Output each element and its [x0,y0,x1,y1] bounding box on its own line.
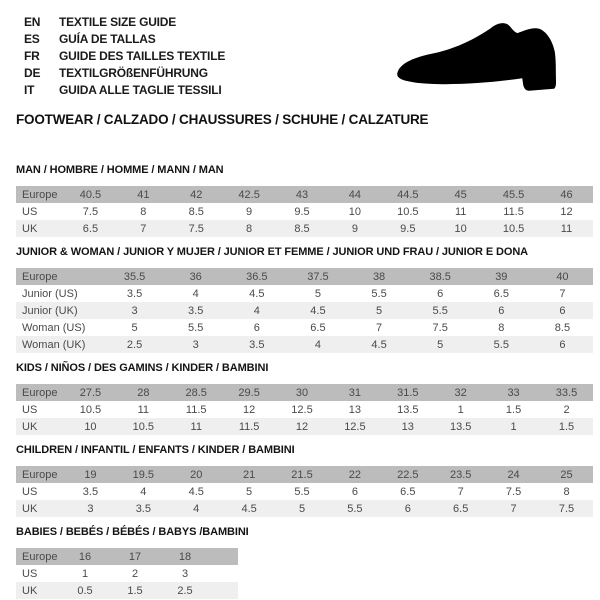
size-value-cell: 24 [507,468,520,481]
row-label: UK [22,584,38,597]
size-value-cell: 3 [131,304,138,317]
size-value-cell: 2 [131,567,139,580]
size-table-row [16,384,593,401]
lang-row-es [24,30,225,47]
size-value-cell: 20 [190,468,203,481]
size-table-row [16,466,593,483]
size-table-row [16,285,593,302]
size-tables [16,164,593,600]
size-value-cell: 13.5 [449,420,472,433]
size-value-cell: 7.5 [505,485,522,498]
size-value-cell: 21.5 [291,468,313,481]
size-table-children [16,466,593,517]
size-value-cell: 3 [192,338,199,351]
size-value-cell: 28.5 [185,386,207,399]
section-title: MAN / HOMBRE / HOMME / MANN / MAN [16,164,224,176]
size-value-cell: 28 [137,386,150,399]
size-value-cell: 31.5 [397,386,419,399]
size-value-cell: 6.5 [82,222,99,235]
size-value-cell: 7 [559,287,566,300]
size-value-cell: 2 [563,403,570,416]
size-value-cell: 8 [563,485,570,498]
lang-code: FR [24,48,40,63]
size-table-row [16,500,593,517]
size-table-row [16,548,238,565]
row-label: Europe [22,468,58,481]
size-value-cell: 41 [137,188,150,201]
size-value-cell: 11 [190,420,202,433]
size-value-cell: 7.5 [188,222,204,235]
row-label: Woman (UK) [22,338,86,351]
section-babies [16,526,593,599]
size-table-row [16,302,593,319]
size-value-cell: 44 [348,188,362,201]
size-value-cell: 6 [498,304,505,317]
size-value-cell: 9 [246,205,253,218]
size-value-cell: 25 [560,468,573,481]
size-table-row [16,401,593,418]
section-title: KIDS / NIÑOS / DES GAMINS / KINDER / BAMBINI [16,362,269,374]
size-value-cell: 38 [372,270,386,283]
size-value-cell: 5 [246,485,253,498]
row-label: UK [22,502,38,515]
dress-shoe-icon [390,12,595,108]
size-table-row [16,319,593,336]
size-value-cell: 5 [298,502,306,515]
size-value-cell: 7 [376,321,383,334]
size-value-cell: 5 [131,321,138,334]
size-value-cell: 5.5 [371,287,387,300]
size-value-cell: 4 [253,304,260,317]
size-table-kids [16,384,593,435]
size-value-cell: 10.5 [502,222,525,235]
size-value-cell: 4.5 [241,502,257,515]
size-value-cell: 6 [559,338,566,351]
size-table-row [16,268,593,285]
size-value-cell: 19 [84,468,97,481]
lang-row-it [24,81,225,98]
section-junior-woman [16,246,593,353]
lang-code: ES [24,31,40,46]
size-value-cell: 8.5 [294,222,310,235]
size-value-cell: 7.5 [82,205,99,218]
size-value-cell: 3.5 [126,287,143,300]
size-value-cell: 2.5 [126,338,143,351]
size-value-cell: 9.5 [400,222,416,235]
size-value-cell: 5.5 [432,304,448,317]
size-value-cell: 21 [242,468,256,481]
size-value-cell: 36 [189,270,202,283]
size-value-cell: 7 [510,502,517,515]
row-label: US [22,205,38,218]
lang-code: IT [24,82,35,97]
size-table-row [16,186,593,203]
size-value-cell: 4.5 [371,338,387,351]
size-value-cell: 3.5 [188,304,204,317]
size-value-cell: 5.5 [347,502,363,515]
section-title: BABIES / BEBÉS / BÉBÉS / BABYS /BAMBINI [16,526,249,538]
size-value-cell: 11 [454,205,467,218]
size-value-cell: 4.5 [188,485,204,498]
size-table-man [16,186,593,237]
size-value-cell: 6 [437,287,444,300]
size-value-cell: 6.5 [400,485,416,498]
size-table-row [16,582,238,599]
size-value-cell: 7 [140,222,147,235]
size-value-cell: 11 [137,403,150,416]
size-table-babies [16,548,238,599]
size-value-cell: 5.5 [294,485,310,498]
size-value-cell: 6 [404,502,411,515]
size-value-cell: 2.5 [177,584,193,597]
category-line: FOOTWEAR / CALZADO / CHAUSSURES / SCHUHE / CALZATURE [16,112,429,127]
spacer-cell [210,582,238,599]
size-value-cell: 4.5 [310,304,326,317]
size-value-cell: 42 [190,188,203,201]
section-children [16,444,593,517]
size-value-cell: 1 [510,420,517,433]
size-value-cell: 9 [351,222,358,235]
size-value-cell: 5 [437,338,444,351]
size-value-cell: 46 [560,188,573,201]
size-table-row [16,203,593,220]
size-value-cell: 35.5 [123,270,146,283]
size-value-cell: 3.5 [249,338,265,351]
row-label: US [22,403,38,416]
size-value-cell: 45.5 [502,188,525,201]
size-value-cell: 10.5 [79,403,102,416]
size-value-cell: 6 [351,485,358,498]
row-label: Junior (UK) [22,304,78,317]
size-value-cell: 5 [376,304,383,317]
size-value-cell: 40.5 [79,188,102,201]
lang-text: TEXTILGRÖßENFÜHRUNG [59,65,208,80]
size-value-cell: 44.5 [397,188,419,201]
size-value-cell: 11 [560,222,573,235]
size-value-cell: 4 [314,338,321,351]
size-value-cell: 10.5 [132,420,155,433]
size-value-cell: 5.5 [188,321,204,334]
size-value-cell: 3 [87,502,94,515]
size-value-cell: 12.5 [291,403,313,416]
size-value-cell: 8 [246,222,253,235]
size-value-cell: 37.5 [307,270,329,283]
size-value-cell: 19.5 [132,468,155,481]
size-value-cell: 10.5 [397,205,419,218]
spacer-cell [210,548,238,565]
size-value-cell: 6 [559,304,566,317]
size-value-cell: 40 [556,270,569,283]
section-title: JUNIOR & WOMAN / JUNIOR Y MUJER / JUNIOR ET FEMME / JUNIOR UND FRAU / JUNIOR E DONA [16,246,529,258]
lang-code: EN [24,14,41,29]
size-value-cell: 31 [348,386,362,399]
size-value-cell: 10 [348,205,362,218]
size-value-cell: 36.5 [246,270,268,283]
size-value-cell: 10 [84,420,97,433]
size-value-cell: 7.5 [432,321,448,334]
size-value-cell: 4.5 [249,287,265,300]
row-label: Junior (US) [22,287,78,300]
size-value-cell: 9.5 [294,205,310,218]
lang-row-en [24,13,225,30]
size-value-cell: 11.5 [238,420,260,433]
size-value-cell: 1.5 [558,420,575,433]
section-man [16,164,593,237]
size-value-cell: 6.5 [493,287,509,300]
size-value-cell: 45 [454,188,467,201]
size-value-cell: 4 [140,485,147,498]
size-value-cell: 1.5 [127,584,143,597]
size-value-cell: 38.5 [429,270,451,283]
size-value-cell: 5 [314,287,321,300]
size-value-cell: 11.5 [503,205,524,218]
size-value-cell: 1 [457,403,464,416]
size-value-cell: 13.5 [397,403,419,416]
size-value-cell: 12 [295,420,309,433]
size-value-cell: 7 [457,485,464,498]
size-table-row [16,220,593,237]
size-value-cell: 3.5 [135,502,151,515]
size-value-cell: 33 [507,386,520,399]
lang-row-de [24,64,225,81]
size-value-cell: 0.5 [77,584,93,597]
lang-text: GUIDE DES TAILLES TEXTILE [59,48,226,63]
size-value-cell: 4 [192,287,199,300]
size-value-cell: 30 [295,386,309,399]
size-value-cell: 42.5 [238,188,260,201]
spacer-cell [210,565,238,582]
row-label: US [22,485,38,498]
size-value-cell: 33.5 [555,386,578,399]
row-label: UK [22,420,38,433]
section-kids [16,362,593,435]
size-value-cell: 8 [140,205,147,218]
size-value-cell: 6.5 [453,502,469,515]
size-value-cell: 18 [178,550,192,563]
lang-text: GUÍA DE TALLAS [59,31,156,46]
size-table-row [16,565,238,582]
lang-text: GUIDA ALLE TAGLIE TESSILI [59,82,222,97]
size-value-cell: 13 [348,403,362,416]
lang-text: TEXTILE SIZE GUIDE [59,14,177,29]
row-label: US [22,567,38,580]
row-label: Woman (US) [22,321,86,334]
row-label: Europe [22,550,58,563]
size-value-cell: 22 [348,468,362,481]
size-value-cell: 3.5 [82,485,99,498]
size-value-cell: 22.5 [397,468,419,481]
size-table-row [16,336,593,353]
size-value-cell: 12.5 [344,420,366,433]
size-value-cell: 43 [295,188,309,201]
size-value-cell: 12 [560,205,573,218]
size-value-cell: 1.5 [505,403,522,416]
size-value-cell: 8 [498,321,505,334]
size-value-cell: 29.5 [238,386,260,399]
section-title: CHILDREN / INFANTIL / ENFANTS / KINDER / BAMBINI [16,444,295,456]
size-value-cell: 16 [78,550,92,563]
size-value-cell: 39 [495,270,508,283]
size-value-cell: 11.5 [185,403,207,416]
size-value-cell: 5.5 [493,338,509,351]
size-value-cell: 10 [454,222,467,235]
size-value-cell: 27.5 [79,386,102,399]
size-value-cell: 6.5 [310,321,326,334]
size-value-cell: 3 [181,567,189,580]
lang-code: DE [24,65,41,80]
size-table-row [16,483,593,500]
size-value-cell: 8.5 [188,205,204,218]
size-table-row [16,418,593,435]
row-label: UK [22,222,38,235]
row-label: Europe [22,386,58,399]
row-label: Europe [22,188,58,201]
size-value-cell: 12 [242,403,256,416]
size-value-cell: 4 [193,502,200,515]
size-value-cell: 8.5 [554,321,571,334]
lang-row-fr [24,47,225,64]
size-value-cell: 32 [454,386,467,399]
size-value-cell: 13 [401,420,414,433]
size-table-junior-woman [16,268,593,353]
language-header [24,13,225,98]
size-value-cell: 7.5 [558,502,575,515]
size-value-cell: 6 [253,321,260,334]
size-value-cell: 23.5 [449,468,472,481]
row-label: Europe [22,270,58,283]
size-value-cell: 17 [128,550,142,563]
size-value-cell: 1 [81,567,89,580]
